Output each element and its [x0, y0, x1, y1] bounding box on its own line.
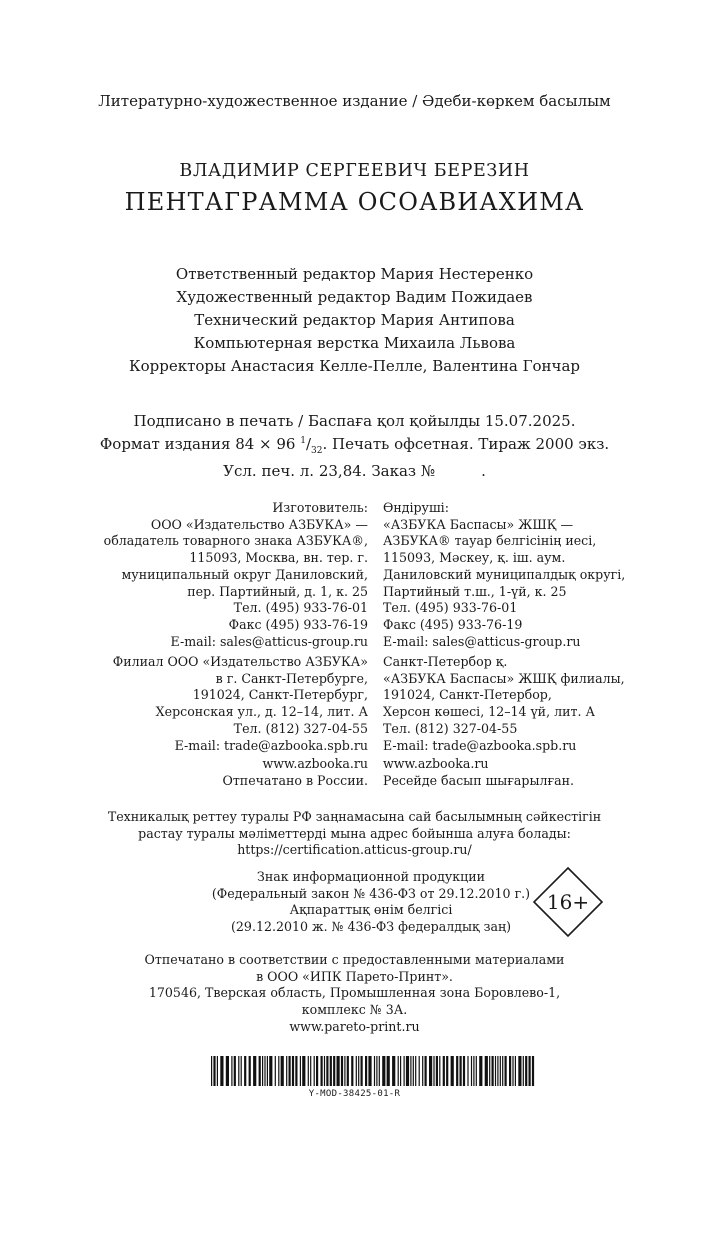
credit-technical-editor: Технический редактор Мария Антипова [194, 311, 515, 329]
certification-url: https://certification.atticus-group.ru/ [237, 842, 472, 858]
branch-kz [383, 654, 625, 754]
barcode-bar [267, 1056, 268, 1086]
barcode-bar [400, 1056, 401, 1086]
barcode-code: Y-MOD-38425-01-R [308, 1089, 401, 1099]
info-sign-line: Ақпараттық өнім белгісі [289, 902, 453, 918]
manufacturer-ru-line: 115093, Москва, вн. тер. г. [189, 550, 368, 566]
barcode-bar [422, 1056, 423, 1086]
format-line [0, 431, 709, 461]
manufacturer-kz-line: Партийный т.ш., 1-үй, к. 25 [383, 583, 567, 599]
barcode-bar [456, 1056, 458, 1086]
barcode-bar [302, 1056, 305, 1086]
barcode-bar [244, 1056, 246, 1086]
publication-info [0, 411, 709, 481]
barcode-bar [512, 1056, 513, 1086]
branch-ru-line: в г. Санкт-Петербурге, [215, 670, 368, 686]
format-slash: / [305, 435, 312, 453]
barcode-bar [532, 1056, 534, 1086]
barcode-bar [326, 1056, 328, 1086]
branch-ru [113, 654, 368, 754]
barcode-bar [300, 1056, 301, 1086]
barcode-bar [509, 1056, 511, 1086]
barcode-bar [259, 1056, 261, 1086]
info-product-sign [190, 869, 552, 936]
barcode-bar [451, 1056, 454, 1086]
barcode-bar [497, 1056, 498, 1086]
barcode-bar [387, 1056, 390, 1086]
barcode-bar [281, 1056, 284, 1086]
barcode-bar [515, 1056, 516, 1086]
printing-line: комплекс № 3А. [301, 1002, 408, 1018]
barcode-bar [238, 1056, 239, 1086]
barcode-bar [473, 1056, 474, 1086]
manufacturer-kz-line: E-mail: sales@atticus-group.ru [383, 633, 581, 649]
branch-ru-line: Херсонская ул., д. 12–14, лит. А [155, 704, 368, 720]
info-sign-line: Знак информационной продукции [256, 869, 486, 884]
manufacturer-ru-line: муниципальный округ Даниловский, [121, 566, 368, 582]
print-sheets-text: Усл. печ. л. 23,84. Заказ № [223, 462, 436, 480]
barcode-bar [365, 1056, 367, 1086]
barcode-bar [361, 1056, 363, 1086]
manufacturer-kz [383, 500, 625, 650]
website-ru: www.azbooka.ru [262, 756, 368, 771]
printing-website: www.pareto-print.ru [289, 1018, 420, 1034]
barcode-bar [518, 1056, 521, 1086]
barcode-bar [231, 1056, 232, 1086]
manufacturer-ru-line: пер. Партийный, д. 1, к. 25 [187, 583, 368, 599]
credits-block [0, 263, 709, 378]
branch-kz-line: Тел. (812) 327-04-55 [383, 720, 518, 736]
barcode-bar [249, 1056, 251, 1086]
barcode-bar [419, 1056, 420, 1086]
barcode-bar [489, 1056, 490, 1086]
manufacturer-kz-line: 115093, Мәскеу, қ. іш. аум. [383, 550, 566, 566]
credit-proofreaders: Корректоры Анастасия Келле-Пелле, Валентина Гончар [128, 357, 581, 375]
barcode-bar [213, 1056, 215, 1086]
barcode-bar [292, 1056, 294, 1086]
barcode-bar [479, 1056, 482, 1086]
manufacturer-kz-line: Өндіруші: [383, 500, 449, 515]
manufacturer-kz-line: АЗБУКА® тауар белгісінің иесі, [383, 533, 597, 549]
branch-ru-line: E-mail: trade@azbooka.spb.ru [174, 737, 368, 753]
barcode-bar [436, 1056, 438, 1086]
barcode-bar [374, 1056, 375, 1086]
barcode-bar [330, 1056, 332, 1086]
barcode-bar [485, 1056, 488, 1086]
printed-in-russia-kz: Ресейде басып шығарылған. [383, 772, 575, 788]
format-prefix: Формат издания 84 × 96 [99, 435, 296, 453]
barcode-bar [523, 1056, 524, 1086]
manufacturer-ru-line: Тел. (495) 933-76-01 [233, 600, 368, 616]
printed-in-russia: Отпечатано в России. [222, 772, 368, 788]
branch-ru-line: Тел. (812) 327-04-55 [233, 720, 368, 736]
barcode-bar [406, 1056, 409, 1086]
genre-line: Литературно-художественное издание / Әдеби-көркем басылым [98, 92, 611, 110]
barcode-bar [220, 1056, 223, 1086]
barcode-bar [211, 1056, 212, 1086]
barcode-bar [344, 1056, 345, 1086]
manufacturer-ru-line: E-mail: sales@atticus-group.ru [170, 633, 368, 649]
printing-info [0, 952, 709, 1036]
barcode-bar [286, 1056, 287, 1086]
print-sheets-end: . [481, 462, 486, 480]
barcode-bar [379, 1056, 380, 1086]
branch-ru-line: Филиал ООО «Издательство АЗБУКА» [112, 654, 368, 669]
barcode-bar [392, 1056, 395, 1086]
barcode-bar [433, 1056, 434, 1086]
barcode-bar [356, 1056, 357, 1086]
barcode-bar [398, 1056, 399, 1086]
branch-kz-line: Санкт-Петербор қ. [383, 654, 508, 669]
barcode-bar [443, 1056, 445, 1086]
barcode-bar [471, 1056, 472, 1086]
barcode-bar [368, 1056, 371, 1086]
barcode-bar [295, 1056, 297, 1086]
credit-layout: Компьютерная верстка Михаила Львова [193, 334, 516, 352]
credit-art-editor: Художественный редактор Вадим Пожидаев [176, 288, 533, 306]
branch-kz-line: E-mail: trade@azbooka.spb.ru [383, 737, 577, 753]
barcode-bar [347, 1056, 349, 1086]
barcode-bar [425, 1056, 427, 1086]
format-numerator: 1 [300, 436, 306, 446]
barcode-bar [314, 1056, 315, 1086]
barcode-bar [310, 1056, 311, 1086]
barcode-bar [500, 1056, 501, 1086]
barcode-bar [226, 1056, 229, 1086]
branch-ru-line: 191024, Санкт-Петербург, [192, 687, 368, 703]
barcode-bar [264, 1056, 265, 1086]
barcode-bar [413, 1056, 414, 1086]
manufacturer-ru-line: Изготовитель: [272, 500, 368, 515]
certification-line: растау туралы мәліметтерді мына адрес бойынша алуға болады: [138, 825, 571, 841]
signed-to-print: Подписано в печать / Баспаға қол қойылды 15.07.2025. [133, 412, 576, 430]
barcode-bar [316, 1056, 318, 1086]
manufacturer-ru-line: ООО «Издательство АЗБУКА» — [150, 516, 368, 532]
manufacturer-ru-line: Факс (495) 933-76-19 [228, 616, 368, 632]
manufacturer-ru-line: обладатель товарного знака АЗБУКА®, [103, 533, 368, 549]
barcode-bar [382, 1056, 385, 1086]
manufacturer-kz-line: Факс (495) 933-76-19 [383, 616, 523, 632]
barcode-bar [324, 1056, 325, 1086]
footer-kz [383, 756, 574, 789]
website-kz: www.azbooka.ru [383, 756, 489, 771]
barcode-bar [278, 1056, 279, 1086]
barcode-bar [463, 1056, 465, 1086]
branch-kz-line: 191024, Санкт-Петербор, [383, 687, 552, 703]
manufacturer-ru [104, 500, 368, 650]
barcode-bar [289, 1056, 291, 1086]
barcode-bar [467, 1056, 468, 1086]
barcode-bar [275, 1056, 276, 1086]
footer-ru [223, 756, 368, 789]
barcode-bar [502, 1056, 503, 1086]
age-rating-badge [532, 866, 604, 938]
barcode-bar [234, 1056, 236, 1086]
certification-line: Техникалық реттеу туралы РФ заңнамасына сай басылымның сәйкестігін [107, 809, 602, 824]
barcode-bar [495, 1056, 496, 1086]
author-name: ВЛАДИМИР СЕРГЕЕВИЧ БЕРЕЗИН [179, 161, 530, 181]
manufacturer-kz-line: Тел. (495) 933-76-01 [383, 600, 518, 616]
barcode-bar [333, 1056, 335, 1086]
format-suffix: . Печать офсетная. Тираж 2000 экз. [322, 435, 610, 453]
barcode-bar [529, 1056, 531, 1086]
book-title: ПЕНТАГРАММА ОСОАВИАХИМА [124, 188, 585, 216]
format-denominator: 32 [311, 446, 323, 456]
info-sign-line: (Федеральный закон № 436-ФЗ от 29.12.2010 г.) [211, 885, 531, 901]
printing-line: 170546, Тверская область, Промышленная зона Боровлево-1, [148, 985, 561, 1001]
barcode-bar [476, 1056, 477, 1086]
barcode-bar [446, 1056, 448, 1086]
manufacturer-kz-line: «АЗБУКА Баспасы» ЖШҚ — [383, 516, 574, 532]
info-sign-line: (29.12.2010 ж. № 436-ФЗ федералдық заң) [231, 919, 511, 935]
barcode-bar [321, 1056, 323, 1086]
barcode-bar [376, 1056, 377, 1086]
barcode [210, 1056, 536, 1086]
credit-responsible-editor: Ответственный редактор Мария Нестеренко [175, 265, 534, 283]
barcode-bar [415, 1056, 416, 1086]
barcode-bar [525, 1056, 527, 1086]
printing-line: Отпечатано в соответствии с предоставленными материалами [144, 952, 565, 967]
barcode-bar [337, 1056, 340, 1086]
age-rating-label: 16+ [546, 890, 590, 914]
barcode-bar [217, 1056, 218, 1086]
barcode-bar [351, 1056, 353, 1086]
barcode-bar [492, 1056, 494, 1086]
barcode-bar [262, 1056, 263, 1086]
barcode-bar [241, 1056, 242, 1086]
branch-kz-line: «АЗБУКА Баспасы» ЖШҚ филиалы, [383, 670, 625, 686]
barcode-bar [404, 1056, 405, 1086]
barcode-bar [308, 1056, 309, 1086]
print-sheets-line [0, 461, 709, 481]
barcode-bar [358, 1056, 359, 1086]
barcode-bar [460, 1056, 462, 1086]
barcode-bar [341, 1056, 343, 1086]
certification-note [0, 809, 709, 859]
barcode-bar [439, 1056, 440, 1086]
barcode-bar [429, 1056, 432, 1086]
branch-kz-line: Херсон көшесі, 12–14 үй, лит. А [383, 704, 595, 720]
printing-line: в ООО «ИПК Парето-Принт». [256, 968, 453, 984]
barcode-bar [505, 1056, 507, 1086]
barcode-bar [410, 1056, 411, 1086]
barcode-bar [253, 1056, 256, 1086]
barcode-bar [269, 1056, 272, 1086]
manufacturer-kz-line: Даниловский муниципалдық округі, [383, 566, 626, 582]
